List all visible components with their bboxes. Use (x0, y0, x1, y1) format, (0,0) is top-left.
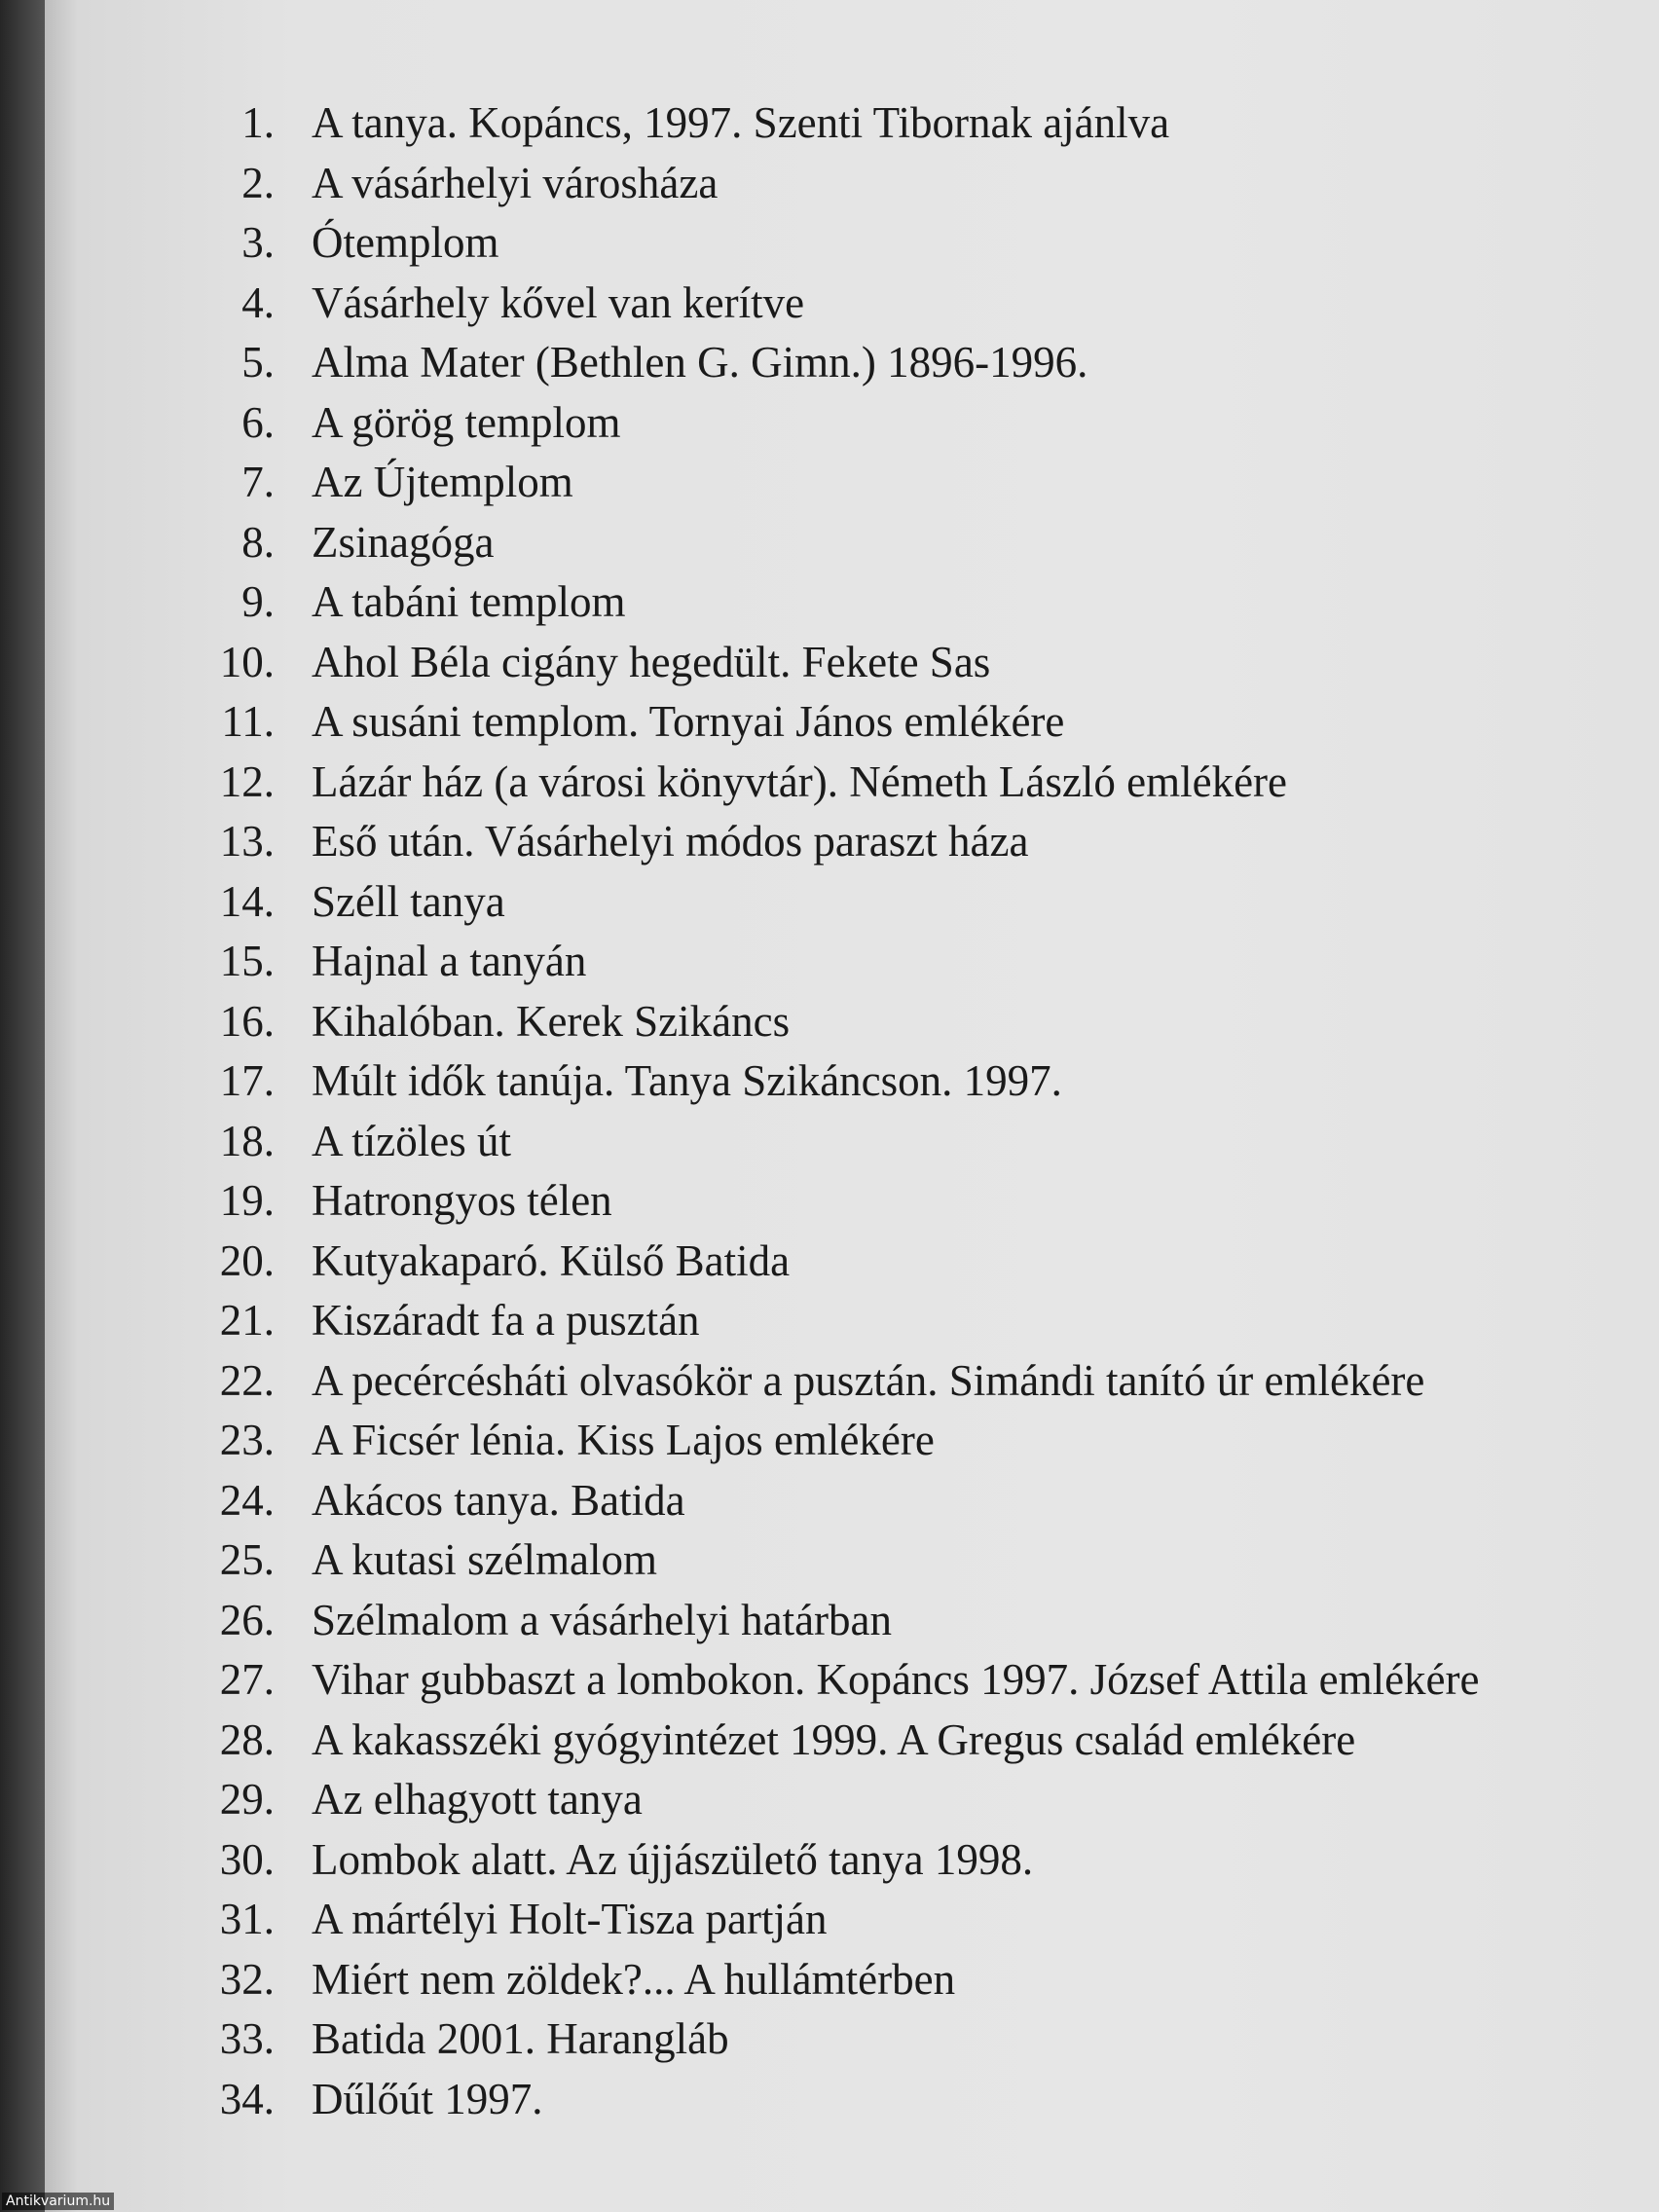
item-title: A tízöles út (312, 1116, 511, 1165)
item-title: Akácos tanya. Batida (312, 1475, 685, 1525)
item-number: 7. (241, 458, 275, 506)
item-number: 9. (241, 577, 275, 626)
item-number: 2. (241, 158, 275, 207)
item-title: Az Újtemplom (312, 458, 573, 506)
item-title: A kutasi szélmalom (312, 1535, 657, 1584)
item-number: 24. (219, 1475, 275, 1525)
item-number: 19. (219, 1176, 275, 1225)
item-title: A susáni templom. Tornyai János emlékére (312, 697, 1065, 746)
item-number: 34. (219, 2074, 275, 2123)
item-number: 1. (241, 98, 275, 147)
list-item (136, 1530, 1636, 1591)
list-item (136, 1830, 1636, 1891)
item-number: 26. (219, 1595, 275, 1644)
list-item (136, 2009, 1636, 2070)
list-item (136, 872, 1636, 933)
list-item (136, 333, 1636, 393)
item-number: 10. (219, 637, 275, 686)
list-item (136, 1890, 1636, 1950)
item-title: Hajnal a tanyán (312, 937, 587, 985)
list-item (136, 1291, 1636, 1351)
list-item (136, 753, 1636, 813)
item-title: Hatrongyos télen (312, 1176, 612, 1225)
item-number: 3. (241, 218, 275, 267)
list-item (136, 213, 1636, 274)
item-title: Az elhagyott tanya (312, 1775, 643, 1824)
item-number: 11. (221, 697, 275, 746)
item-title: A kakasszéki gyógyintézet 1999. A Gregus család emlékére (312, 1714, 1356, 1764)
list-item (136, 1770, 1636, 1830)
item-number: 29. (219, 1775, 275, 1824)
item-title: Zsinagóga (312, 517, 495, 567)
list-item (136, 274, 1636, 334)
list-item (136, 2070, 1636, 2130)
item-title: Dűlőút 1997. (312, 2074, 543, 2123)
item-title: A tanya. Kopáncs, 1997. Szenti Tibornak ajánlva (312, 98, 1170, 147)
list-item (136, 453, 1636, 513)
item-number: 32. (219, 1954, 275, 2004)
item-number: 8. (241, 517, 275, 567)
item-number: 25. (219, 1535, 275, 1584)
item-title: Kutyakaparó. Külső Batida (312, 1235, 791, 1285)
item-title: Vásárhely kővel van kerítve (312, 277, 805, 327)
item-number: 20. (219, 1235, 275, 1285)
list-item (136, 1351, 1636, 1412)
item-title: A tabáni templom (312, 577, 626, 626)
list-item (136, 1112, 1636, 1172)
list-item (136, 633, 1636, 693)
item-title: Szélmalom a vásárhelyi határban (312, 1595, 893, 1644)
item-title: Kiszáradt fa a pusztán (312, 1296, 700, 1345)
item-title: A vásárhelyi városháza (312, 158, 719, 207)
item-number: 13. (219, 817, 275, 866)
list-item (136, 93, 1636, 154)
item-title: A görög templom (312, 397, 621, 447)
item-number: 22. (219, 1355, 275, 1405)
item-number: 18. (219, 1116, 275, 1165)
item-title: Múlt idők tanúja. Tanya Szikáncson. 1997. (312, 1056, 1062, 1105)
table-of-contents (136, 93, 1636, 2129)
item-title: Ahol Béla cigány hegedült. Fekete Sas (312, 637, 991, 686)
item-title: Eső után. Vásárhelyi módos paraszt háza (312, 817, 1029, 866)
item-title: Ótemplom (312, 218, 499, 267)
item-number: 23. (219, 1416, 275, 1464)
list-item (136, 1591, 1636, 1651)
item-number: 6. (241, 397, 275, 447)
item-number: 28. (219, 1714, 275, 1764)
list-item (136, 1411, 1636, 1471)
list-item (136, 692, 1636, 753)
list-item (136, 932, 1636, 992)
item-title: Széll tanya (312, 876, 505, 926)
item-number: 14. (219, 876, 275, 926)
book-spine-shadow (0, 0, 45, 2212)
item-number: 15. (219, 937, 275, 985)
list-item (136, 1171, 1636, 1232)
item-title: Batida 2001. Harangláb (312, 2014, 729, 2063)
item-title: A mártélyi Holt-Tisza partján (312, 1895, 828, 1943)
item-number: 4. (241, 277, 275, 327)
item-number: 21. (219, 1296, 275, 1345)
item-title: Vihar gubbaszt a lombokon. Kopáncs 1997. József Attila emlékére (312, 1655, 1480, 1704)
item-number: 27. (219, 1655, 275, 1704)
item-title: Kihalóban. Kerek Szikáncs (312, 996, 791, 1046)
list-item (136, 812, 1636, 872)
list-item (136, 1471, 1636, 1531)
list-item (136, 992, 1636, 1052)
item-number: 33. (219, 2014, 275, 2063)
list-item (136, 1650, 1636, 1711)
item-number: 5. (241, 338, 275, 387)
list-item (136, 1232, 1636, 1292)
item-title: A Ficsér lénia. Kiss Lajos emlékére (312, 1416, 935, 1464)
list-item (136, 513, 1636, 573)
list-item (136, 1950, 1636, 2010)
item-number: 12. (219, 756, 275, 806)
item-number: 31. (219, 1895, 275, 1943)
list-item (136, 572, 1636, 633)
item-title: Miért nem zöldek?... A hullámtérben (312, 1954, 956, 2004)
item-title: Alma Mater (Bethlen G. Gimn.) 1896-1996. (312, 338, 1088, 387)
item-title: A pecércésháti olvasókör a pusztán. Simándi tanító úr emlékére (312, 1355, 1425, 1405)
list-item (136, 393, 1636, 454)
item-number: 30. (219, 1834, 275, 1884)
list-item (136, 1711, 1636, 1771)
watermark: Antikvarium.hu (2, 2193, 114, 2210)
item-title: Lázár ház (a városi könyvtár). Németh László emlékére (312, 756, 1287, 806)
list-item (136, 1051, 1636, 1112)
item-title: Lombok alatt. Az újjászülető tanya 1998. (312, 1834, 1034, 1884)
item-number: 16. (219, 996, 275, 1046)
item-number: 17. (219, 1056, 275, 1105)
list-item (136, 154, 1636, 214)
